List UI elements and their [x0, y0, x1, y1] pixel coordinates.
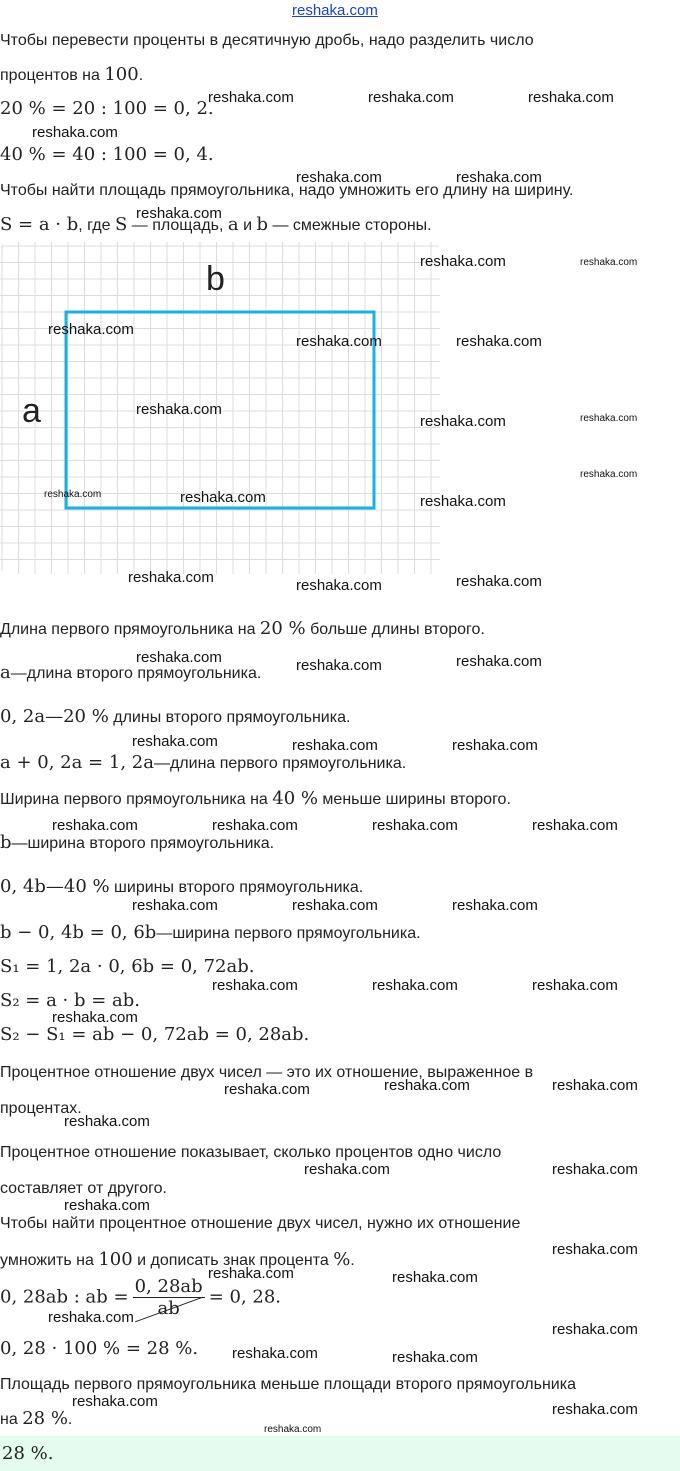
side-label-b: b: [206, 260, 225, 298]
text-line: Ширина первого прямоугольника на 40 % меньше ширины второго.: [0, 788, 511, 809]
math-line: 0, 28 · 100 % = 28 %.: [0, 1338, 199, 1359]
text-line: Чтобы найти площадь прямоугольника, надо умножить его длину на ширину.: [0, 182, 574, 199]
watermark: reshaka.com: [420, 413, 506, 430]
watermark: reshaka.com: [264, 1424, 322, 1435]
text-line: 0, 2a—20 % длины второго прямоугольника.: [0, 706, 351, 727]
watermark: reshaka.com: [456, 573, 542, 590]
text-line: Чтобы перевести проценты в десятичную дробь, надо разделить число: [0, 32, 534, 49]
text-line: составляет от другого.: [0, 1180, 167, 1197]
text-line: Процентное отношение двух чисел — это их отношение, выраженное в: [0, 1064, 534, 1081]
watermark: reshaka.com: [32, 124, 118, 141]
text-line: процентов на 100.: [0, 64, 144, 85]
watermark: reshaka.com: [296, 333, 382, 350]
watermark: reshaka.com: [552, 1077, 638, 1094]
fraction: $\frac{0, 28ab}{ab}$: [134, 1276, 203, 1319]
watermark: reshaka.com: [52, 1009, 138, 1026]
watermark: reshaka.com: [528, 89, 614, 106]
watermark: reshaka.com: [296, 657, 382, 674]
watermark: reshaka.com: [392, 1349, 478, 1366]
watermark: reshaka.com: [532, 977, 618, 994]
watermark: reshaka.com: [368, 89, 454, 106]
watermark: reshaka.com: [52, 817, 138, 834]
text-line: Длина первого прямоугольника на 20 % больше длины второго.: [0, 618, 485, 639]
watermark: reshaka.com: [136, 649, 222, 666]
watermark: reshaka.com: [208, 1265, 294, 1282]
watermark: reshaka.com: [456, 169, 542, 186]
watermark: reshaka.com: [132, 733, 218, 750]
math-line: 0, 28ab : ab = $\frac{0, 28ab}{ab}$ = 0, 28.: [0, 1276, 282, 1319]
math-line: S₂ − S₁ = ab − 0, 72ab = 0, 28ab.: [0, 1024, 310, 1045]
watermark: reshaka.com: [552, 1401, 638, 1418]
text-line: 0, 4b—40 % ширины второго прямоугольника.: [0, 876, 364, 897]
text-line: b − 0, 4b = 0, 6b—ширина первого прямоугольника.: [0, 922, 421, 943]
side-label-a: a: [22, 392, 41, 430]
text-line: на 28 %.: [0, 1408, 73, 1429]
watermark: reshaka.com: [452, 737, 538, 754]
site-link[interactable]: reshaka.com: [292, 2, 378, 19]
watermark: reshaka.com: [292, 737, 378, 754]
watermark: reshaka.com: [136, 401, 222, 418]
text-line: a + 0, 2a = 1, 2a—длина первого прямоугольника.: [0, 752, 407, 773]
answer-box: [0, 1436, 680, 1471]
watermark: reshaka.com: [580, 257, 638, 268]
watermark: reshaka.com: [72, 1393, 158, 1410]
watermark: reshaka.com: [532, 817, 618, 834]
watermark: reshaka.com: [552, 1161, 638, 1178]
watermark: reshaka.com: [224, 1081, 310, 1098]
watermark: reshaka.com: [384, 1077, 470, 1094]
math-line: S₁ = 1, 2a · 0, 6b = 0, 72ab.: [0, 956, 255, 977]
text-line: Процентное отношение показывает, сколько процентов одно число: [0, 1144, 502, 1161]
math-line: 20 % = 20 : 100 = 0, 2.: [0, 98, 214, 119]
watermark: reshaka.com: [420, 493, 506, 510]
watermark: reshaka.com: [420, 253, 506, 270]
watermark: reshaka.com: [372, 977, 458, 994]
watermark: reshaka.com: [64, 1113, 150, 1130]
watermark: reshaka.com: [44, 489, 102, 500]
text-line: умножить на 100 и дописать знак процента %.: [0, 1249, 355, 1270]
watermark: reshaka.com: [552, 1321, 638, 1338]
watermark: reshaka.com: [180, 489, 266, 506]
text-line: Чтобы найти процентное отношение двух чисел, нужно их отношение: [0, 1215, 521, 1232]
watermark: reshaka.com: [552, 1241, 638, 1258]
watermark: reshaka.com: [212, 977, 298, 994]
watermark: reshaka.com: [456, 653, 542, 670]
math-line: 40 % = 40 : 100 = 0, 4.: [0, 144, 214, 165]
text-line: Площадь первого прямоугольника меньше площади второго прямоугольника: [0, 1376, 576, 1393]
watermark: reshaka.com: [580, 413, 638, 424]
watermark: reshaka.com: [304, 1161, 390, 1178]
watermark: reshaka.com: [48, 1309, 134, 1326]
watermark: reshaka.com: [296, 169, 382, 186]
text-line: процентах.: [0, 1100, 82, 1117]
watermark: reshaka.com: [456, 333, 542, 350]
watermark: reshaka.com: [232, 1345, 318, 1362]
text-line: b—ширина второго прямоугольника.: [0, 832, 275, 853]
watermark: reshaka.com: [208, 89, 294, 106]
text-line: a—длина второго прямоугольника.: [0, 662, 262, 683]
watermark: reshaka.com: [392, 1269, 478, 1286]
math-line: S₂ = a · b = ab.: [0, 990, 140, 1011]
watermark: reshaka.com: [48, 321, 134, 338]
watermark: reshaka.com: [64, 1197, 150, 1214]
answer-value: 28 %.: [2, 1443, 54, 1464]
watermark: reshaka.com: [128, 569, 214, 586]
watermark: reshaka.com: [296, 577, 382, 594]
watermark: reshaka.com: [580, 469, 638, 480]
watermark: reshaka.com: [452, 897, 538, 914]
watermark: reshaka.com: [132, 897, 218, 914]
watermark: reshaka.com: [136, 205, 222, 222]
text-line: S = a · b, где S — площадь, a и b — смежные стороны.: [0, 214, 432, 235]
watermark: reshaka.com: [372, 817, 458, 834]
watermark: reshaka.com: [292, 897, 378, 914]
watermark: reshaka.com: [212, 817, 298, 834]
